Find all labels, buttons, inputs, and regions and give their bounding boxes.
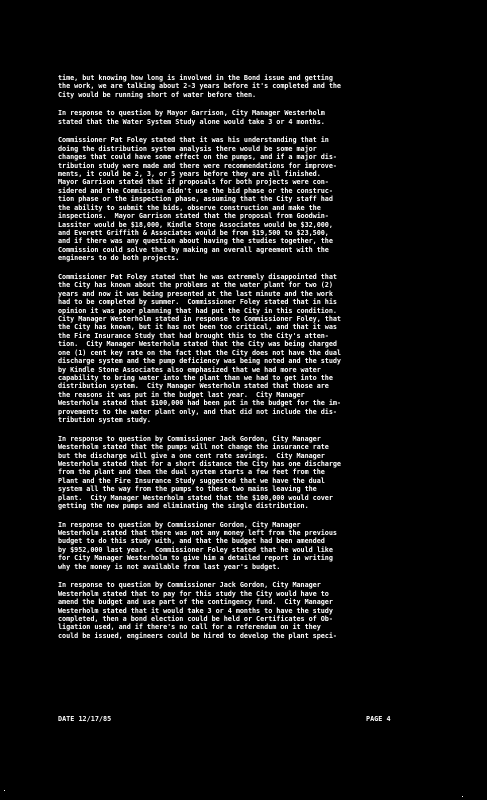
text-line: but the discharge will give a one cent rate savings. City Manager (58, 451, 325, 460)
text-line: Westerholm stated that the pumps will not change the insurance rate (58, 443, 329, 452)
paragraph (58, 74, 460, 99)
text-line: had to be completed by summer. Commissioner Foley stated that in his (58, 298, 337, 307)
text-line: the ability to submit the bids, observe construction and make the (58, 203, 321, 212)
text-line: ments, it could be 2, 3, or 5 years before they are all finished. (58, 169, 321, 178)
text-line: and Everett Griffith & Associates would be from $19,500 to $23,500, (58, 229, 329, 237)
text-line: Westerholm stated that $100,000 had been put in the budget for the im- (58, 399, 341, 408)
text-line: Commissioner Pat Foley stated that he was extremely disappointed that (58, 272, 337, 281)
text-line: Plant and the Fire Insurance Study suggested that we have the dual (58, 476, 325, 485)
text-line: by Kindle Stone Associates also emphasized that we had more water (58, 365, 321, 374)
text-line: the City has known about the problems at the water plant for two (2) (58, 281, 333, 290)
text-line: the Fire Insurance Study that had brought this to the City's atten- (58, 331, 329, 340)
text-line: Commission could solve that by making an overall agreement with the (58, 245, 329, 254)
text-line: In response to question by Mayor Garrison, City Manager Westerholm (58, 109, 325, 118)
text-line: Westerholm stated that there was not any money left from the previous (58, 529, 337, 537)
text-line: In response to question by Commissioner Gordon, City Manager (58, 520, 301, 529)
text-line: why the money is not available from last year's budget. (58, 562, 281, 571)
text-line: engineers to do both projects. (58, 254, 180, 263)
text-line: tion. City Manager Westerholm stated that the City was being charged (58, 340, 337, 349)
text-line: City would be running short of water before then. (58, 90, 257, 99)
text-line: amend the budget and use part of the contingency fund. City Manager (58, 598, 333, 607)
text-line: Westerholm stated that for a short distance the City has one discharge (58, 459, 341, 468)
text-line: time, but knowing how long is involved in the Bond issue and getting (58, 74, 333, 82)
paragraph (58, 136, 460, 263)
document-body (58, 74, 460, 650)
text-line: provements to the water plant only, and that did not include the dis- (58, 407, 337, 416)
scan-speck (4, 790, 5, 791)
text-line: Lassiter would be $18,000, Kindle Stone Associates would be $32,000, (58, 220, 333, 229)
scan-speck (462, 796, 463, 797)
text-line: by $952,000 last year. Commissioner Foley stated that he would like (58, 545, 333, 554)
text-line: tion phase or the inspection phase, assuming that the City staff had (58, 195, 333, 204)
text-line: Mayor Garrison stated that if proposals for both projects were con- (58, 178, 329, 187)
text-line: tribution study were made and there were recommendations for improve- (58, 161, 337, 170)
text-line: doing the distribution system analysis there would be some major (58, 144, 317, 153)
text-line: Westerholm stated that it would take 3 or 4 months to have the study (58, 606, 333, 615)
text-line: for City Manager Westerholm to give him a detailed report in writing (58, 554, 333, 563)
text-line: Commissioner Pat Foley stated that it was his understanding that in (58, 136, 329, 145)
text-line: budget to do this study with, and that the budget had been amended (58, 537, 325, 546)
text-line: sidered and the Commission didn't use the bid phase or the construc- (58, 186, 333, 195)
text-line: Westerholm stated that to pay for this study the City would have to (58, 589, 329, 598)
footer-page-number: PAGE 4 (366, 715, 391, 723)
paragraph (58, 109, 460, 126)
text-line: the reasons it was put in the budget last year. City Manager (58, 390, 305, 399)
text-line: distribution system. City Manager Westerholm stated that those are (58, 382, 329, 391)
text-line: In response to question by Commissioner Jack Gordon, City Manager (58, 434, 321, 443)
paragraph (58, 273, 460, 425)
text-line: and if there was any question about having the studies together, the (58, 237, 333, 246)
text-line: the work, we are talking about 2-3 years before it's completed and the (58, 82, 341, 91)
text-line: opinion it was poor planning that had put the City in this condition. (58, 306, 337, 315)
text-line: completed, then a bond election could be held or Certificates of Ob- (58, 614, 333, 623)
text-line: the City has known, but it has not been too critical, and that it was (58, 323, 337, 332)
text-line: one (1) cent key rate on the fact that the City does not have the dual (58, 348, 341, 357)
text-line: ligation used, and if there's no call for a referendum on it they (58, 623, 321, 632)
text-line: tribution system study. (58, 416, 151, 425)
text-line: years and now it was being presented at the last minute and the work (58, 289, 333, 298)
text-line: capability to bring water into the plant than we had to get into the (58, 374, 333, 382)
text-line: In response to question by Commissioner Jack Gordon, City Manager (58, 581, 321, 590)
text-line: plant. City Manager Westerholm stated that the $100,000 would cover (58, 493, 333, 502)
text-line: system all the way from the pumps to these two mains leaving the (58, 485, 317, 494)
paragraph (58, 435, 460, 511)
text-line: from the plant and then the dual system starts a few feet from the (58, 468, 325, 477)
paragraph (58, 521, 460, 572)
text-line: getting the new pumps and eliminating the single distribution. (58, 502, 309, 511)
text-line: inspections. Mayor Garrison stated that the proposal from Goodwin- (58, 212, 329, 221)
text-line: changes that could have some effect on the pumps, and if a major dis- (58, 153, 337, 162)
paragraph (58, 581, 460, 640)
text-line: could be issued, engineers could be hired to develop the plant speci- (58, 631, 337, 640)
text-line: stated that the Water System Study alone would take 3 or 4 months. (58, 117, 325, 126)
text-line: discharge system and the pump deficiency was being noted and the study (58, 357, 341, 366)
text-line: City Manager Westerholm stated in response to Commissioner Foley, that (58, 314, 341, 323)
footer-date: DATE 12/17/85 (58, 715, 112, 723)
